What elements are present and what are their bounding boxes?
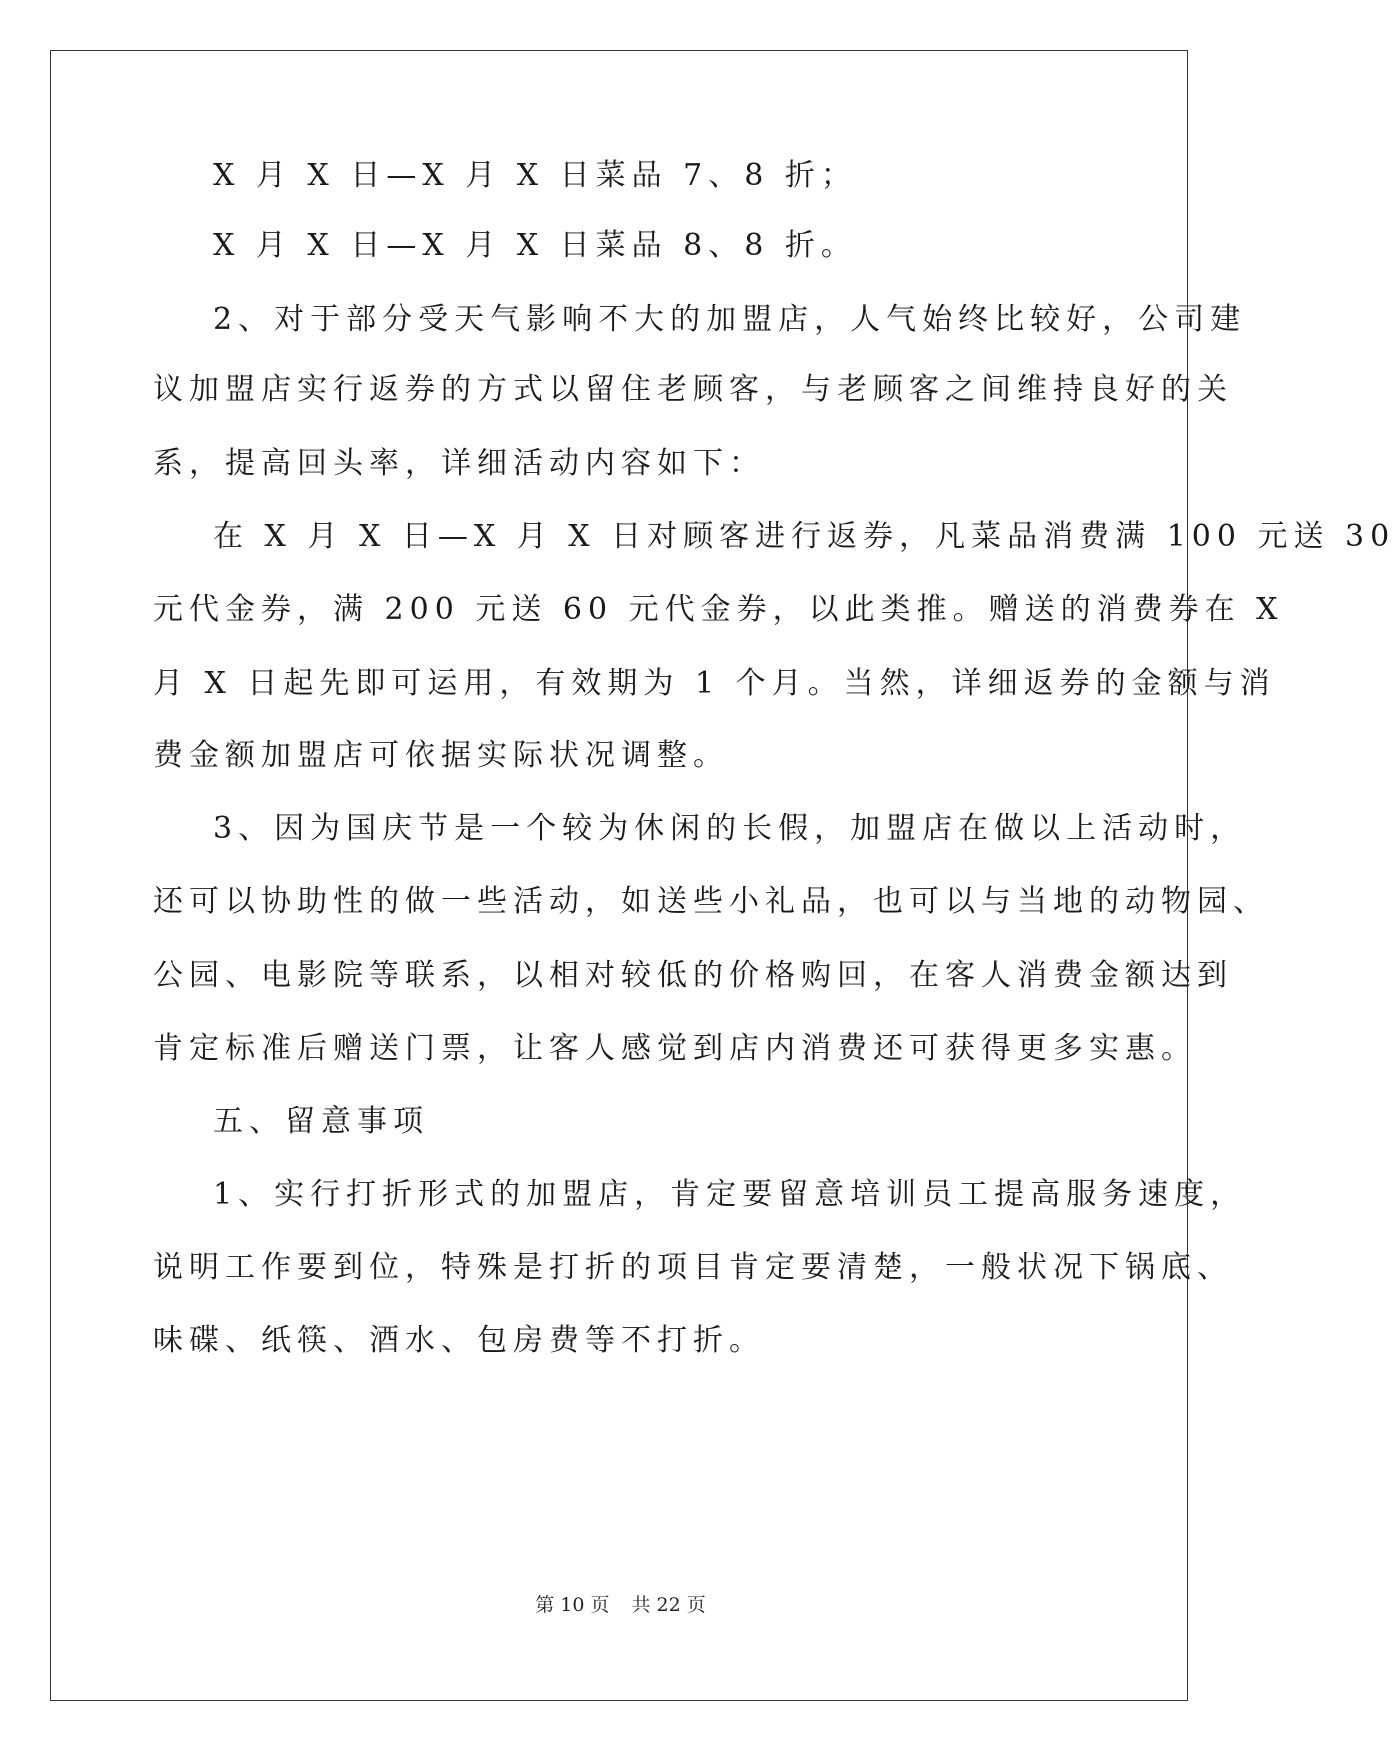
text-line-discount-2: X 月 X 日—X 月 X 日菜品 8、8 折。 bbox=[213, 228, 857, 263]
paragraph-2-line-1: 2、对于部分受天气影响不大的加盟店，人气始终比较好，公司建 bbox=[213, 302, 1247, 337]
paragraph-3-line-1: 3、因为国庆节是一个较为休闲的长假，加盟店在做以上活动时， bbox=[213, 811, 1247, 846]
paragraph-2-line-3: 系，提高回头率，详细活动内容如下： bbox=[153, 446, 765, 481]
paragraph-3-line-4: 肯定标准后赠送门票，让客人感觉到店内消费还可获得更多实惠。 bbox=[153, 1031, 1197, 1066]
coupon-paragraph-line-2: 元代金券，满 200 元送 60 元代金券，以此类推。赠送的消费券在 X bbox=[153, 592, 1284, 627]
current-page-label: 第 10 页 bbox=[535, 1594, 610, 1616]
note-1-line-1: 1、实行打折形式的加盟店，肯定要留意培训员工提高服务速度， bbox=[213, 1177, 1247, 1212]
page-footer bbox=[0, 1592, 1241, 1618]
paragraph-3-line-2: 还可以协助性的做一些活动，如送些小礼品，也可以与当地的动物园、 bbox=[153, 884, 1269, 919]
paragraph-2-line-2: 议加盟店实行返券的方式以留住老顾客，与老顾客之间维持良好的关 bbox=[153, 372, 1233, 407]
text-line-discount-1: X 月 X 日—X 月 X 日菜品 7、8 折； bbox=[213, 158, 857, 193]
note-1-line-2: 说明工作要到位，特殊是打折的项目肯定要清楚，一般状况下锅底、 bbox=[153, 1250, 1233, 1285]
coupon-paragraph-line-1: 在 X 月 X 日—X 月 X 日对顾客进行返券，凡菜品消费满 100 元送 30 bbox=[213, 519, 1395, 554]
page-border bbox=[50, 50, 1188, 1701]
note-1-line-3: 味碟、纸筷、酒水、包房费等不打折。 bbox=[153, 1323, 765, 1358]
paragraph-3-line-3: 公园、电影院等联系，以相对较低的价格购回，在客人消费金额达到 bbox=[153, 958, 1233, 993]
coupon-paragraph-line-4: 费金额加盟店可依据实际状况调整。 bbox=[153, 738, 729, 773]
section-heading: 五、留意事项 bbox=[213, 1104, 429, 1139]
coupon-paragraph-line-3: 月 X 日起先即可运用，有效期为 1 个月。当然，详细返券的金额与消 bbox=[153, 666, 1276, 701]
total-pages-label: 共 22 页 bbox=[631, 1594, 706, 1616]
